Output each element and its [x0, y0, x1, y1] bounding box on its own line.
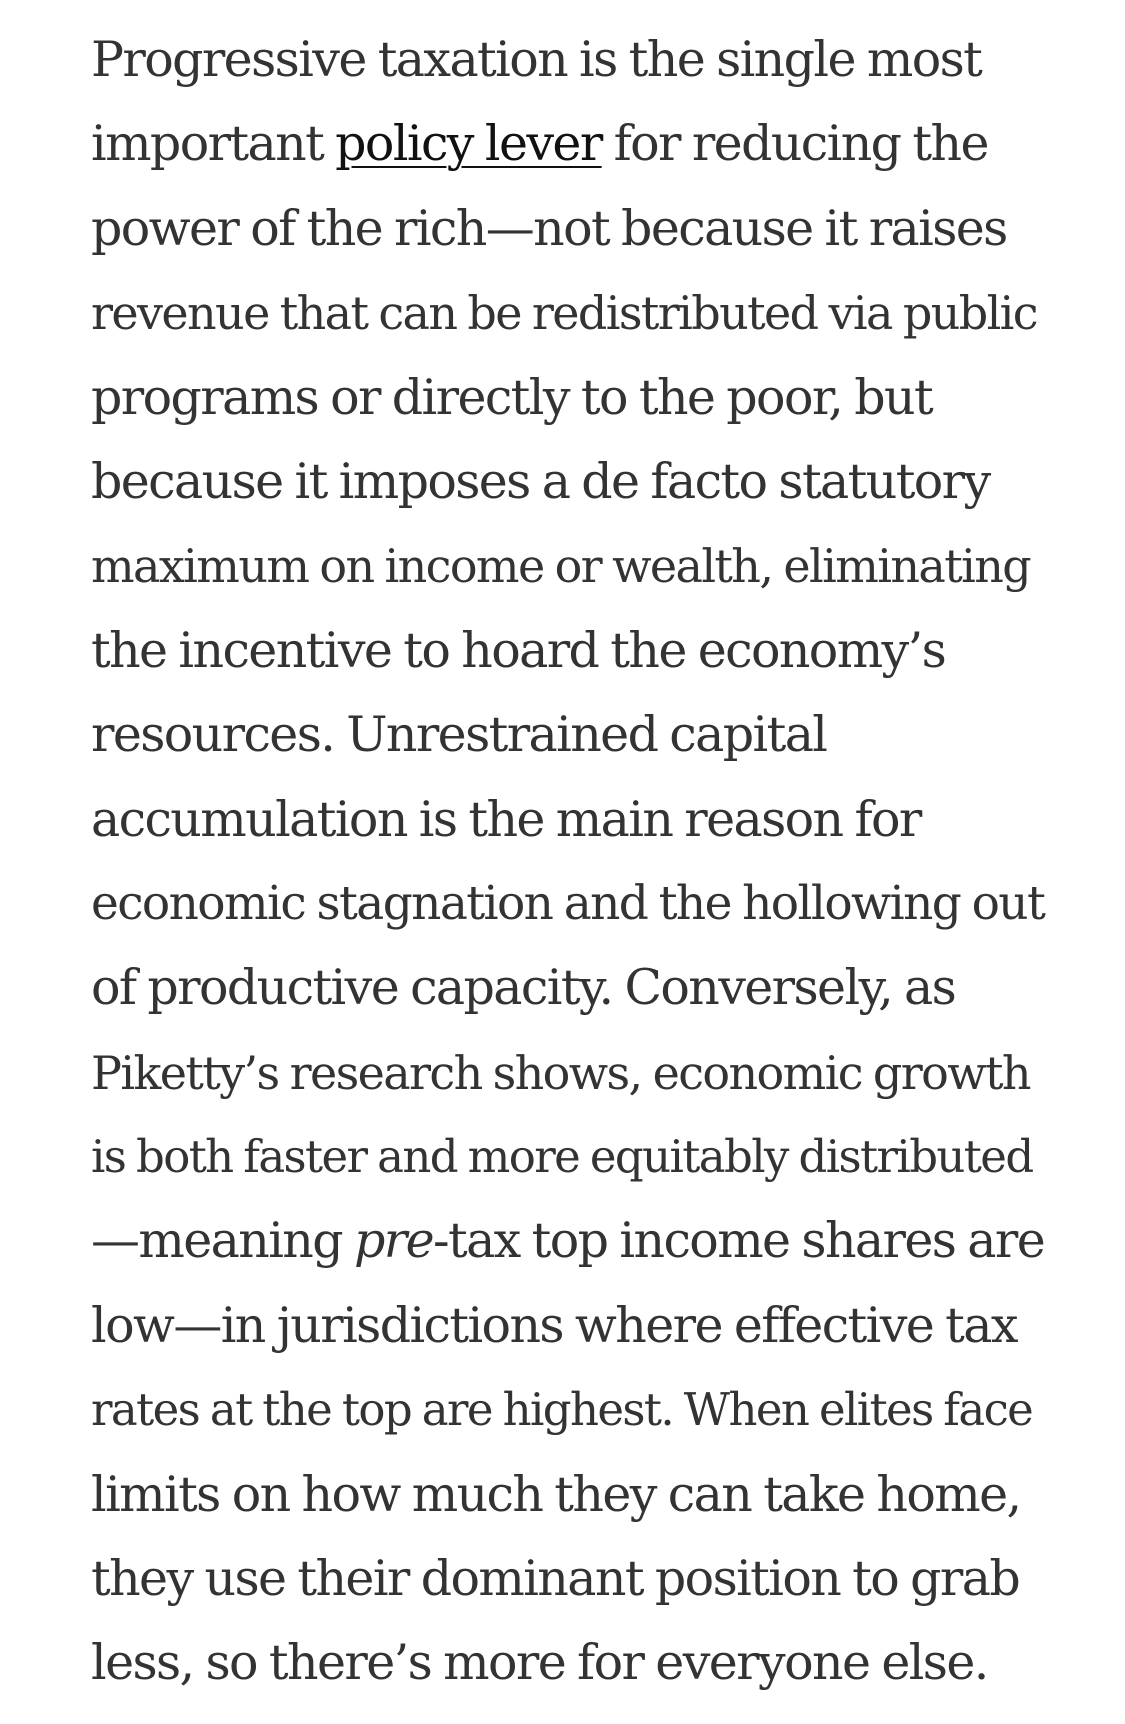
paragraph-line: maximum on income or wealth, eliminating: [91, 539, 1031, 594]
line-text: —meaning: [91, 1212, 355, 1270]
paragraph-line: [91, 102, 1051, 186]
emphasis-pre: pre: [354, 1212, 434, 1270]
paragraph-line: programs or directly to the poor, but: [91, 368, 933, 426]
paragraph-line: resources. Unrestrained capital: [91, 706, 827, 764]
paragraph-line: of productive capacity. Conversely, as: [91, 959, 956, 1017]
line-text: -tax top income shares are: [433, 1212, 1045, 1270]
line-text: for reducing the: [601, 115, 988, 173]
paragraph-line: revenue that can be redistributed via public: [91, 286, 1037, 341]
line-text: important: [91, 115, 336, 173]
paragraph-line: is both faster and more equitably distributed: [91, 1130, 1033, 1184]
article-body: [91, 18, 1051, 1706]
paragraph-line: less, so there’s more for everyone else.: [91, 1634, 988, 1692]
paragraph-line: [91, 1199, 1051, 1283]
paragraph-line: they use their dominant position to grab: [91, 1550, 1020, 1608]
paragraph-line: because it imposes a de facto statutory: [91, 452, 990, 510]
paragraph-line: limits on how much they can take home,: [91, 1465, 1021, 1523]
paragraph-line: economic stagnation and the hollowing out: [91, 875, 1045, 931]
paragraph-line: Progressive taxation is the single most: [91, 31, 982, 88]
paragraph-line: accumulation is the main reason for: [91, 790, 921, 848]
paragraph-line: the incentive to hoard the economy’s: [91, 621, 946, 679]
policy-lever-link[interactable]: policy lever: [335, 115, 602, 173]
paragraph-line: rates at the top are highest. When elites face: [91, 1383, 1033, 1437]
paragraph-line: power of the rich—not because it raises: [91, 199, 1007, 257]
paragraph-line: Piketty’s research shows, economic growth: [91, 1045, 1030, 1100]
paragraph-line: low—in jurisdictions where effective tax: [91, 1296, 1017, 1354]
